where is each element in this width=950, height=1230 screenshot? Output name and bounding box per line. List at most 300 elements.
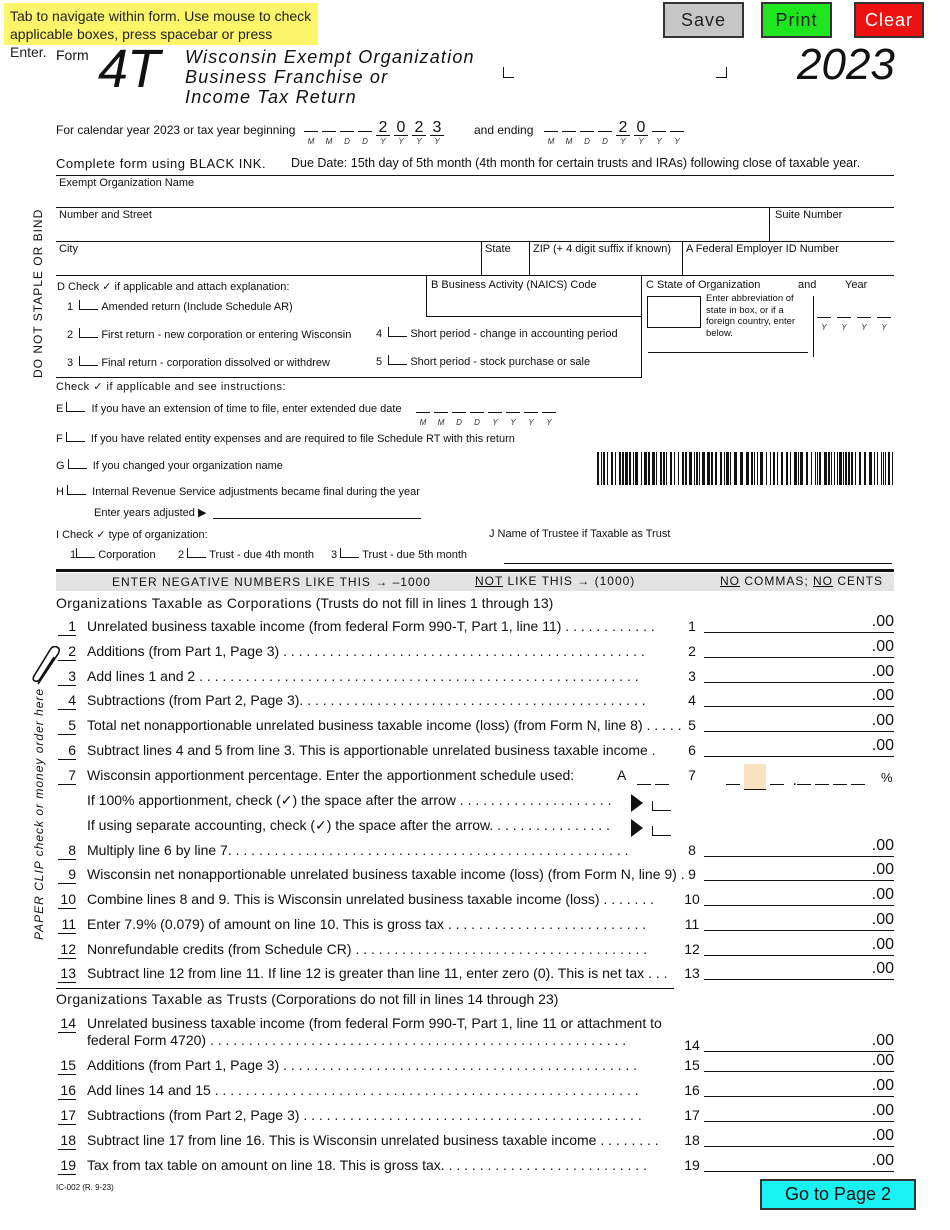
amount-input[interactable]: .00 — [704, 1153, 894, 1172]
digit[interactable] — [416, 398, 430, 413]
state-abbrev-box[interactable] — [647, 296, 701, 328]
naics-label: B Business Activity (NAICS) Code — [431, 279, 597, 291]
barcode-bar — [883, 452, 884, 485]
digit[interactable] — [358, 117, 372, 132]
barcode-bar — [815, 452, 816, 485]
d-item-1[interactable] — [67, 300, 293, 313]
line-text: Unrelated business taxable income (from federal Form 990-T, Part 1, line 11) . . . . . . . . . . . . — [87, 618, 655, 634]
save-button[interactable]: Save — [663, 2, 744, 38]
line-number: 17 — [58, 1107, 76, 1125]
year-slot[interactable] — [815, 305, 833, 332]
digit[interactable] — [817, 313, 831, 318]
org-type-3[interactable] — [331, 548, 467, 561]
barcode-bar — [794, 452, 797, 485]
state-hint: Enter abbreviation of state in box, or if a foreign country, enter below. — [706, 293, 796, 339]
barcode-bar — [757, 452, 758, 485]
rule — [648, 352, 808, 353]
line-text: Additions (from Part 1, Page 3) . . . . . . . . . . . . . . . . . . . . . . . . . . . . . . . . . . . . . . . . . . . . . . — [87, 1057, 638, 1073]
period-label: For calendar year 2023 or tax year beginning — [56, 123, 296, 137]
barcode-bar — [859, 452, 861, 485]
line-number: 15 — [58, 1057, 76, 1075]
amount-input[interactable]: .00 — [704, 639, 894, 658]
line-ref: 4 — [688, 692, 696, 708]
slot-label: Y — [638, 137, 644, 146]
amount-input[interactable]: .00 — [704, 1033, 894, 1052]
corp-section-heading — [56, 595, 553, 611]
date-slot[interactable] — [452, 398, 466, 427]
barcode-bar — [877, 452, 878, 485]
date-slot[interactable] — [304, 117, 318, 146]
barcode-bar — [603, 452, 605, 485]
apportionment-pct-input[interactable]: . — [726, 770, 869, 790]
digit[interactable] — [470, 398, 484, 413]
checkbox[interactable] — [340, 548, 359, 558]
digit[interactable] — [322, 117, 336, 132]
d-label: Amended return (Include Schedule AR) — [101, 301, 293, 313]
org-name-label: Exempt Organization Name — [59, 177, 195, 189]
line-ref: 2 — [688, 643, 696, 659]
band-mid: COMMAS; — [740, 574, 814, 588]
check-g[interactable] — [56, 459, 283, 472]
band-no2: NO — [813, 574, 834, 588]
slot-label: M — [325, 137, 333, 146]
digit[interactable] — [562, 117, 576, 132]
line-number: 2 — [58, 643, 76, 661]
begin-date-slots[interactable] — [304, 117, 448, 146]
checkbox[interactable] — [79, 356, 98, 366]
barcode-bar — [619, 452, 621, 485]
band-not — [475, 574, 635, 588]
date-slot[interactable] — [358, 117, 372, 146]
amount-input[interactable]: .00 — [704, 937, 894, 956]
check-separate-text: If using separate accounting, check (✓) the space after the arrow. . . . . . . . . . . . . . . . — [87, 817, 610, 833]
barcode-bar — [648, 452, 650, 485]
check-separate-box[interactable] — [652, 823, 671, 841]
date-slot[interactable] — [412, 117, 426, 146]
barcode-bar — [674, 452, 675, 485]
rule — [481, 241, 482, 275]
digit[interactable] — [434, 398, 448, 413]
line-text: Subtractions (from Part 2, Page 3) . . . . . . . . . . . . . . . . . . . . . . . . . . . . . . . . . . . . . . . . . . . . — [87, 1107, 642, 1123]
trust-heading: Organizations Taxable as Trusts — [56, 991, 268, 1007]
digit[interactable]: 2 — [412, 121, 426, 136]
d-num: 4 — [376, 328, 383, 340]
rule — [426, 316, 641, 317]
date-slot[interactable] — [524, 398, 538, 427]
amount-input[interactable]: .00 — [704, 1128, 894, 1147]
rule — [56, 175, 894, 176]
form-label: Form — [56, 47, 89, 63]
slot-label: M — [547, 137, 555, 146]
slot-label: M — [565, 137, 573, 146]
barcode-bar — [734, 452, 737, 485]
fein-label: A Federal Employer ID Number — [686, 243, 839, 255]
slot-label: Y — [821, 323, 827, 332]
barcode-bar — [811, 452, 812, 485]
check-label: If you have related entity expenses and are required to file Schedule RT with this return — [90, 433, 515, 445]
amount-input[interactable]: .00 — [704, 887, 894, 906]
extended-date-slots[interactable] — [416, 398, 560, 430]
line-text: Unrelated business taxable income (from federal Form 990-T, Part 1, line 11 or attachment to — [87, 1015, 662, 1031]
barcode-bar — [715, 452, 717, 485]
checkbox[interactable] — [68, 459, 87, 469]
barcode-bar — [720, 452, 722, 485]
digit[interactable] — [837, 313, 851, 318]
slot-label: M — [307, 137, 315, 146]
and-ending-label: and ending — [474, 123, 534, 137]
checkbox[interactable] — [76, 548, 95, 558]
line-7-number: 7 — [58, 767, 76, 785]
barcode-bar — [843, 452, 844, 485]
digit[interactable] — [857, 313, 871, 318]
line-ref: 18 — [684, 1132, 700, 1148]
org-type-1[interactable] — [70, 548, 156, 561]
date-slot[interactable] — [670, 117, 684, 146]
d-num: 1 — [67, 301, 74, 313]
line-ref: 10 — [684, 891, 700, 907]
check-label: Internal Revenue Service adjustments became final during the year — [92, 486, 420, 498]
date-slot[interactable] — [652, 117, 666, 146]
checkbox[interactable] — [79, 300, 98, 310]
barcode-bar — [644, 452, 647, 485]
barcode-bar — [663, 452, 665, 485]
barcode-bar — [864, 452, 866, 485]
barcode-bar — [711, 452, 713, 485]
barcode-bar — [892, 452, 893, 485]
d-label: First return - new corporation or entering Wisconsin — [101, 329, 352, 341]
zip-label: ZIP (+ 4 digit suffix if known) — [533, 243, 672, 255]
barcode-bar — [869, 452, 872, 485]
trustee-input[interactable] — [504, 563, 892, 564]
rule — [529, 241, 530, 275]
amount-input[interactable]: .00 — [704, 1053, 894, 1072]
barcode-bar — [881, 452, 882, 485]
barcode-bar — [724, 452, 725, 485]
barcode-bar — [622, 452, 624, 485]
amount-input[interactable]: .00 — [704, 738, 894, 757]
slot-label: Y — [656, 137, 662, 146]
barcode-bar — [885, 452, 886, 485]
slot-label: Y — [861, 323, 867, 332]
barcode-bar — [874, 452, 875, 485]
date-slot[interactable] — [634, 117, 648, 146]
corp-heading: Organizations Taxable as Corporations — [56, 595, 312, 611]
line-text: Total net nonapportionable unrelated business taxable income (loss) (from Form N, line 8) . . . . . — [87, 717, 682, 733]
barcode-bar — [790, 452, 791, 485]
line-number: 14 — [58, 1015, 76, 1033]
barcode-bar — [702, 452, 705, 485]
digit[interactable]: 2 — [616, 121, 630, 136]
digit[interactable] — [542, 398, 556, 413]
i-num: 2 — [178, 549, 185, 561]
barcode-bar — [845, 452, 847, 485]
barcode-bar — [641, 452, 642, 485]
line-text-cont: federal Form 4720) . . . . . . . . . . . . . . . . . . . . . . . . . . . . . . . . . . . . . . . . . . . . . . . . . . . . . . — [87, 1032, 627, 1048]
date-slot[interactable] — [616, 117, 630, 146]
checkbox[interactable] — [66, 432, 85, 442]
line-text: Subtract lines 4 and 5 from line 3. This is apportionable unrelated business taxable income . — [87, 742, 656, 758]
digit[interactable] — [524, 398, 538, 413]
i-label: Trust - due 4th month — [209, 549, 315, 561]
checkbox[interactable] — [66, 402, 85, 412]
amount-input[interactable]: .00 — [704, 664, 894, 683]
line-text: Add lines 14 and 15 . . . . . . . . . . . . . . . . . . . . . . . . . . . . . . . . . . . . . . . . . . . . . . . . . . . . . . . — [87, 1082, 639, 1098]
form-number: 4T — [98, 39, 160, 99]
line-text: Subtractions (from Part 2, Page 3). . . . . . . . . . . . . . . . . . . . . . . . . . . . . . . . . . . . . . . . . . . . . — [87, 692, 646, 708]
amount-input[interactable]: .00 — [704, 912, 894, 931]
slot-label: M — [419, 418, 427, 427]
barcode-bar — [656, 452, 657, 485]
line-number: 13 — [58, 965, 76, 983]
line-text: Multiply line 6 by line 7. . . . . . . . . . . . . . . . . . . . . . . . . . . . . . . . . . . . . . . . . . . . . . . . . . . . — [87, 842, 629, 858]
check-f[interactable] — [56, 432, 515, 445]
date-slot[interactable] — [394, 117, 408, 146]
barcode-bar — [694, 452, 695, 485]
checkbox[interactable] — [67, 485, 86, 495]
band-not-text: LIKE THIS → (1000) — [503, 574, 636, 588]
line-ref: 9 — [688, 866, 696, 882]
band-commas — [720, 574, 883, 588]
digit[interactable] — [580, 117, 594, 132]
rule — [641, 275, 642, 378]
years-adjusted-input[interactable] — [213, 518, 421, 519]
barcode-bar — [635, 452, 638, 485]
date-slot[interactable] — [470, 398, 484, 427]
amount-input[interactable]: .00 — [704, 961, 894, 980]
letter: G — [56, 460, 65, 472]
d-item-4[interactable] — [376, 327, 618, 340]
line-ref: 1 — [688, 618, 696, 634]
check-h[interactable] — [56, 485, 420, 498]
slot-label: D — [456, 418, 462, 427]
schedule-input[interactable] — [637, 770, 673, 790]
line-number: 4 — [58, 692, 76, 710]
barcode-bar — [707, 452, 710, 485]
slot-label: D — [344, 137, 350, 146]
d-item-3[interactable] — [67, 356, 330, 369]
digit[interactable]: 2 — [376, 121, 390, 136]
line-7-text: Wisconsin apportionment percentage. Enter the apportionment schedule used: — [87, 767, 575, 783]
barcode-bar — [689, 452, 692, 485]
barcode-bar — [699, 452, 700, 485]
band-end: CENTS — [833, 574, 884, 588]
date-slot[interactable] — [434, 398, 448, 427]
barcode-bar — [678, 452, 679, 485]
digit[interactable] — [340, 117, 354, 132]
i-num: 1 — [70, 549, 77, 561]
d-label: Short period - stock purchase or sale — [410, 356, 591, 368]
barcode-bar — [777, 452, 778, 485]
line-ref: 3 — [688, 668, 696, 684]
rule — [426, 275, 427, 316]
slot-label: Y — [510, 418, 516, 427]
barcode-bar — [839, 452, 842, 485]
barcode-bar — [819, 452, 821, 485]
slot-label: D — [602, 137, 608, 146]
checks-title: Check ✓ if applicable and see instructions: — [56, 381, 287, 393]
slot-label: M — [437, 418, 445, 427]
barcode-bar — [666, 452, 667, 485]
checkbox[interactable] — [187, 548, 206, 558]
thick-rule — [56, 569, 894, 572]
years-adjusted-label: Enter years adjusted ▶ — [94, 507, 207, 519]
slot-label: Y — [620, 137, 626, 146]
barcode-bar — [760, 452, 763, 485]
d-item-5[interactable] — [376, 355, 590, 368]
checkbox[interactable] — [388, 327, 407, 337]
barcode-bar — [786, 452, 788, 485]
barcode-bar — [625, 452, 628, 485]
date-slot[interactable] — [340, 117, 354, 146]
trust-note: (Corporations do not fill in lines 14 through 23) — [271, 991, 559, 1007]
digit[interactable] — [670, 117, 684, 132]
year-slot[interactable] — [835, 305, 853, 332]
barcode-bar — [781, 452, 783, 485]
i-label: Corporation — [98, 549, 156, 561]
barcode-bar — [848, 452, 850, 485]
barcode-bar — [652, 452, 655, 485]
line-ref: 15 — [684, 1057, 700, 1073]
barcode-bar — [766, 452, 767, 485]
year-slot[interactable] — [855, 305, 873, 332]
barcode-bar — [837, 452, 838, 485]
band-no1: NO — [720, 574, 740, 588]
barcode-bar — [615, 452, 616, 485]
street-label: Number and Street — [59, 209, 152, 221]
barcode-bar — [800, 452, 803, 485]
digit[interactable]: 0 — [394, 121, 408, 136]
check-e[interactable] — [56, 402, 402, 415]
line-text: Combine lines 8 and 9. This is Wisconsin unrelated business taxable income (loss) . . . . . . . — [87, 891, 654, 907]
instruction-notice: Tab to navigate within form. Use mouse to check applicable boxes, press spacebar or press Enter. — [4, 3, 318, 45]
amount-input[interactable]: .00 — [704, 614, 894, 633]
line-ref: 12 — [684, 941, 700, 957]
line-text: Add lines 1 and 2 . . . . . . . . . . . . . . . . . . . . . . . . . . . . . . . . . . . . . . . . . . . . . . . . . . . . . . . . . — [87, 668, 639, 684]
paper-clip-note: PAPER CLIP check or money order here — [32, 687, 46, 940]
clear-button[interactable]: Clear — [854, 2, 924, 38]
digit[interactable]: 3 — [430, 121, 444, 136]
i-label: Trust - due 5th month — [362, 549, 468, 561]
org-year-slots[interactable] — [815, 305, 895, 335]
date-slot[interactable] — [416, 398, 430, 427]
arrow-right-icon — [631, 819, 643, 837]
check-label: If you have an extension of time to file, enter extended due date — [91, 403, 402, 415]
barcode-bar — [633, 452, 634, 485]
slot-label: Y — [841, 323, 847, 332]
end-date-slots[interactable] — [544, 117, 688, 146]
amount-input[interactable]: .00 — [704, 1078, 894, 1097]
barcode-bar — [685, 452, 687, 485]
barcode — [597, 452, 893, 485]
digit[interactable] — [506, 398, 520, 413]
slot-label: Y — [528, 418, 534, 427]
date-slot[interactable] — [430, 117, 444, 146]
date-slot[interactable] — [580, 117, 594, 146]
go-to-page-2-button[interactable]: Go to Page 2 — [760, 1179, 916, 1210]
digit[interactable] — [304, 117, 318, 132]
checkbox[interactable] — [79, 328, 98, 338]
year-slot[interactable] — [875, 305, 893, 332]
digit[interactable] — [652, 117, 666, 132]
slot-label: Y — [674, 137, 680, 146]
ink-note: Complete form using BLACK INK. — [56, 156, 267, 171]
line-7-ref: 7 — [688, 767, 696, 783]
city-label: City — [59, 243, 78, 255]
rule — [56, 377, 642, 378]
digit[interactable] — [452, 398, 466, 413]
line-text: Additions (from Part 1, Page 3) . . . . . . . . . . . . . . . . . . . . . . . . . . . . . . . . . . . . . . . . . . . . . . . — [87, 643, 645, 659]
barcode-bar — [629, 452, 631, 485]
digit[interactable] — [877, 313, 891, 318]
corp-note: (Trusts do not fill in lines 1 through 13) — [315, 595, 554, 611]
line-ref: 6 — [688, 742, 696, 758]
date-slot[interactable] — [562, 117, 576, 146]
digit[interactable]: 0 — [634, 121, 648, 136]
line-text: Subtract line 17 from line 16. This is Wisconsin unrelated business taxable income . . . . . . . . — [87, 1132, 659, 1148]
line-number: 3 — [58, 668, 76, 686]
date-slot[interactable] — [376, 117, 390, 146]
print-button[interactable]: Print — [761, 2, 832, 38]
d-num: 2 — [67, 329, 74, 341]
letter: F — [56, 433, 63, 445]
date-slot[interactable] — [488, 398, 502, 427]
slot-label: Y — [546, 418, 552, 427]
i-num: 3 — [331, 549, 338, 561]
rule — [56, 988, 674, 989]
amount-input[interactable]: .00 — [704, 862, 894, 881]
trustee-label: J Name of Trustee if Taxable as Trust — [489, 528, 671, 540]
d-item-2[interactable] — [67, 328, 351, 341]
barcode-bar — [798, 452, 799, 485]
date-slot[interactable] — [322, 117, 336, 146]
slot-label: D — [362, 137, 368, 146]
barcode-bar — [611, 452, 613, 485]
barcode-bar — [730, 452, 731, 485]
digit[interactable] — [544, 117, 558, 132]
line-ref: 14 — [684, 1037, 700, 1053]
section-d-title: D Check ✓ if applicable and attach explanation: — [57, 281, 290, 293]
date-slot[interactable] — [598, 117, 612, 146]
barcode-bar — [831, 452, 832, 485]
line-number: 16 — [58, 1082, 76, 1100]
slot-label: D — [584, 137, 590, 146]
date-slot[interactable] — [544, 117, 558, 146]
barcode-bar — [851, 452, 853, 485]
org-type-2[interactable] — [178, 548, 314, 561]
digit[interactable] — [598, 117, 612, 132]
line-ref: 8 — [688, 842, 696, 858]
line-text: Tax from tax table on amount on line 18. This is gross tax. . . . . . . . . . . . . . . . . . . . . . . . . . . — [87, 1157, 647, 1173]
line-ref: 13 — [684, 965, 700, 981]
slot-label: Y — [380, 137, 386, 146]
line-number: 12 — [58, 941, 76, 959]
digit[interactable] — [488, 398, 502, 413]
amount-input[interactable]: .00 — [704, 1103, 894, 1122]
checkbox[interactable] — [388, 355, 407, 365]
date-slot[interactable] — [542, 398, 556, 427]
amount-input[interactable]: .00 — [704, 838, 894, 857]
line-text: Enter 7.9% (0.079) of amount on line 10. This is gross tax . . . . . . . . . . . . . . . . . . . . . . . . . . — [87, 916, 647, 932]
line-ref: 11 — [684, 916, 700, 932]
line-number: 9 — [58, 866, 76, 884]
check-100-box[interactable] — [652, 798, 671, 816]
amount-input[interactable]: .00 — [704, 713, 894, 732]
barcode-bar — [824, 452, 827, 485]
barcode-bar — [660, 452, 662, 485]
date-slot[interactable] — [506, 398, 520, 427]
amount-input[interactable]: .00 — [704, 688, 894, 707]
d-num: 3 — [67, 357, 74, 369]
